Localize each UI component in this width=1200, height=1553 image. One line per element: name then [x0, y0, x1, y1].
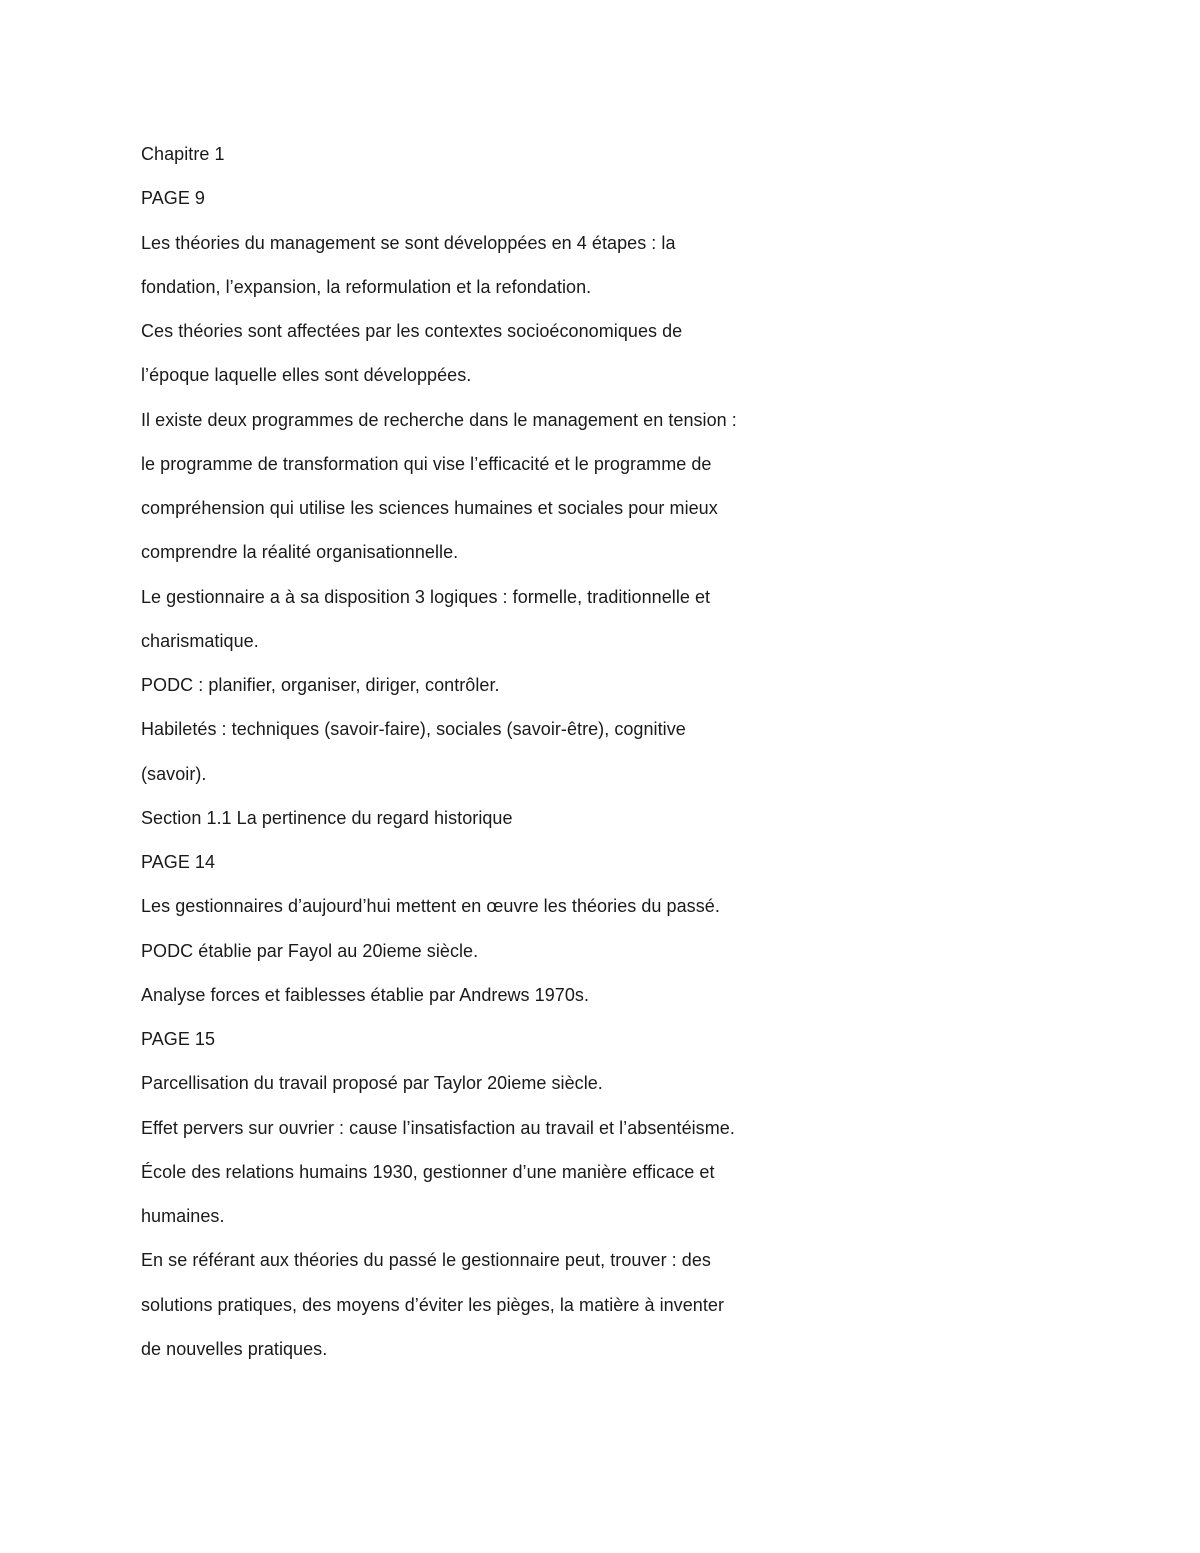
text-line: En se référant aux théories du passé le gestionnaire peut, trouver : des	[141, 1250, 711, 1271]
text-line: Habiletés : techniques (savoir-faire), sociales (savoir-être), cognitive	[141, 719, 686, 740]
text-line: humaines.	[141, 1206, 225, 1226]
text-line: solutions pratiques, des moyens d’éviter les pièges, la matière à inventer	[141, 1294, 725, 1315]
text-line: Il existe deux programmes de recherche dans le management en tension :	[141, 409, 737, 430]
page-marker: PAGE 15	[141, 1029, 216, 1049]
text-line: Les gestionnaires d’aujourd’hui mettent en œuvre les théories du passé.	[141, 896, 720, 917]
text-line: PODC établie par Fayol au 20ieme siècle.	[141, 940, 479, 961]
page-marker: PAGE 9	[141, 188, 205, 209]
text-line: le programme de transformation qui vise l’efficacité et le programme de	[141, 453, 712, 474]
text-line: comprendre la réalité organisationnelle.	[141, 542, 459, 563]
document-body	[141, 132, 861, 1371]
text-line: Ces théories sont affectées par les contextes socioéconomiques de	[141, 321, 683, 341]
text-line: PODC : planifier, organiser, diriger, contrôler.	[141, 675, 500, 695]
page-marker: PAGE 14	[141, 852, 216, 872]
text-line: (savoir).	[141, 763, 207, 784]
text-line: l’époque laquelle elles sont développées.	[141, 365, 472, 386]
text-line: fondation, l’expansion, la reformulation et la refondation.	[141, 276, 592, 297]
text-line: charismatique.	[141, 630, 259, 651]
text-line: Le gestionnaire a à sa disposition 3 logiques : formelle, traditionnelle et	[141, 586, 711, 607]
text-line: Analyse forces et faiblesses établie par Andrews 1970s.	[141, 984, 590, 1005]
text-line: de nouvelles pratiques.	[141, 1338, 328, 1359]
text-line: Les théories du management se sont développées en 4 étapes : la	[141, 232, 676, 253]
text-line: compréhension qui utilise les sciences humaines et sociales pour mieux	[141, 498, 718, 518]
chapter-heading: Chapitre 1	[141, 144, 225, 164]
text-line: École des relations humains 1930, gestionner d’une manière efficace et	[141, 1161, 715, 1182]
text-line: Effet pervers sur ouvrier : cause l’insatisfaction au travail et l’absentéisme.	[141, 1117, 735, 1138]
text-line: Parcellisation du travail proposé par Taylor 20ieme siècle.	[141, 1073, 603, 1094]
section-heading: Section 1.1 La pertinence du regard historique	[141, 807, 513, 828]
